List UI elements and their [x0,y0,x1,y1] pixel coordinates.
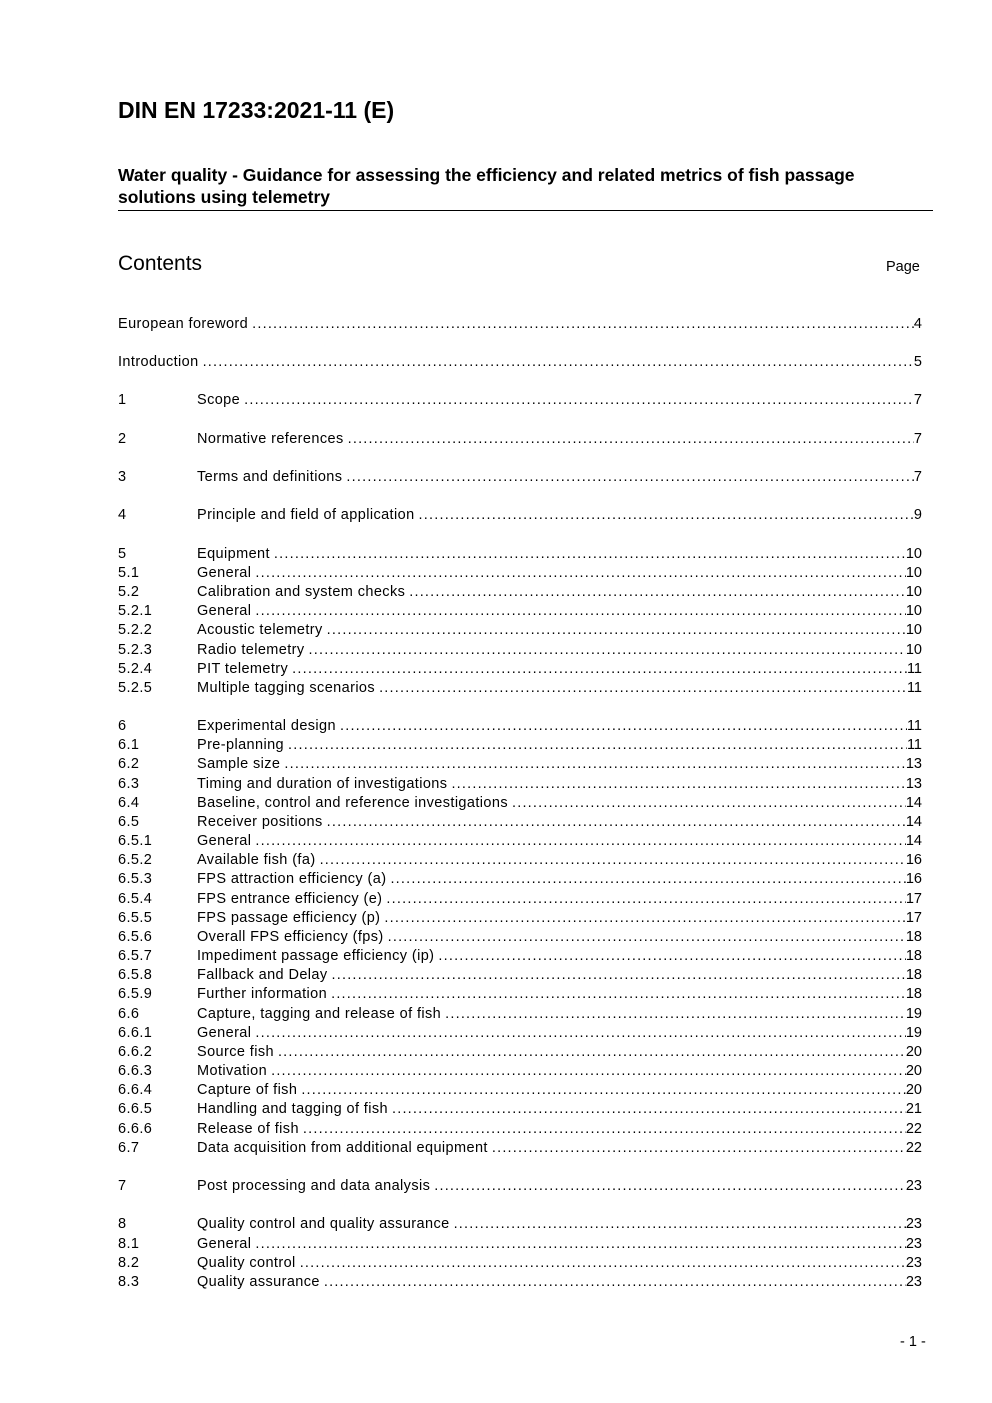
toc-entry-title: Equipment [197,546,270,562]
toc-entry-title: Receiver positions [197,814,323,830]
toc-dot-leader [284,755,905,774]
toc-entry[interactable] [118,468,922,487]
toc-entry-title: Quality assurance [197,1274,320,1290]
toc-entry-number: 6.5.6 [118,929,153,945]
toc-entry-number: 6.5.1 [118,833,153,849]
toc-entry-title: Introduction [118,354,199,370]
toc-dot-leader [271,1062,906,1081]
toc-entry-number: 6.2 [118,756,140,772]
toc-entry-number: 1 [118,392,127,408]
toc-dot-leader [324,1273,906,1292]
toc-entry[interactable] [118,928,922,947]
toc-entry-number: 3 [118,469,127,485]
toc-entry-page: 11 [906,718,922,734]
toc-entry-title: Multiple tagging scenarios [197,680,376,696]
toc-entry-page: 11 [906,661,922,677]
toc-entry[interactable] [118,794,922,813]
toc-entry-page: 23 [905,1274,922,1290]
toc-entry-number: 6.6.3 [118,1063,153,1079]
toc-entry[interactable] [118,641,922,660]
toc-entry-page: 14 [905,795,922,811]
toc-entry-page: 22 [905,1140,922,1156]
toc-dot-leader [379,679,907,698]
toc-entry-title: Motivation [197,1063,268,1079]
toc-dot-leader [348,430,914,449]
toc-entry-page: 19 [905,1025,922,1041]
toc-entry-title: Capture, tagging and release of fish [197,1006,442,1022]
toc-entry[interactable] [118,1005,922,1024]
toc-entry-title: Sample size [197,756,281,772]
toc-dot-leader [332,966,906,985]
toc-entry[interactable] [118,679,922,698]
toc-entry-title: Release of fish [197,1121,299,1137]
toc-dot-leader [255,832,905,851]
toc-entry[interactable] [118,583,922,602]
footer-page-number: - 1 - [900,1334,926,1350]
toc-dot-leader [327,621,906,640]
toc-entry-page: 19 [905,1006,922,1022]
toc-entry-title: Handling and tagging of fish [197,1101,388,1117]
toc-entry-page: 22 [905,1121,922,1137]
toc-entry-page: 10 [905,584,922,600]
toc-entry-number: 5 [118,546,127,562]
toc-dot-leader [438,947,905,966]
toc-dot-leader [340,717,907,736]
toc-dot-leader [278,1043,906,1062]
toc-entry-number: 5.2.4 [118,661,153,677]
toc-entry[interactable] [118,851,922,870]
toc-entry-number: 6.3 [118,776,140,792]
toc-entry-page: 20 [905,1044,922,1060]
toc-entry-page: 21 [905,1101,922,1117]
toc-entry-title: Acoustic telemetry [197,622,323,638]
toc-entry[interactable] [118,545,922,564]
toc-entry-number: 5.2.5 [118,680,153,696]
toc-entry-title: Impediment passage efficiency (ip) [197,948,435,964]
toc-dot-leader [244,391,914,410]
toc-entry-title: Fallback and Delay [197,967,328,983]
toc-entry-page: 7 [913,431,922,447]
toc-entry-number: 5.2 [118,584,140,600]
toc-entry-page: 23 [905,1216,922,1232]
toc-dot-leader [255,564,905,583]
toc-entry-page: 10 [905,603,922,619]
toc-dot-leader [255,1024,905,1043]
toc-dot-leader [327,813,906,832]
toc-entry-title: FPS entrance efficiency (e) [197,891,383,907]
toc-entry[interactable] [118,947,922,966]
toc-entry-page: 14 [905,833,922,849]
toc-entry-number: 2 [118,431,127,447]
toc-entry[interactable] [118,1235,922,1254]
toc-entry-page: 18 [905,948,922,964]
toc-dot-leader [454,1215,906,1234]
toc-entry-title: Source fish [197,1044,274,1060]
toc-dot-leader [309,641,906,660]
toc-dot-leader [386,890,905,909]
toc-entry-number: 5.2.2 [118,622,153,638]
toc-entry[interactable] [118,775,922,794]
toc-entry-number: 4 [118,507,127,523]
toc-entry-title: European foreword [118,316,249,332]
toc-entry-title: Available fish (fa) [197,852,316,868]
toc-entry-number: 7 [118,1178,127,1194]
toc-dot-leader [301,1081,906,1100]
toc-entry-title: Pre-planning [197,737,285,753]
toc-entry[interactable] [118,890,922,909]
toc-dot-leader [303,1120,906,1139]
toc-entry[interactable] [118,430,922,449]
toc-dot-leader [388,928,906,947]
toc-entry-title: Calibration and system checks [197,584,406,600]
toc-entry-title: Post processing and data analysis [197,1178,431,1194]
toc-entry[interactable] [118,660,922,679]
toc-entry[interactable] [118,1215,922,1234]
toc-dot-leader [300,1254,906,1273]
toc-entry[interactable] [118,1120,922,1139]
toc-entry-number: 6.6.2 [118,1044,153,1060]
toc-entry-title: General [197,833,252,849]
toc-entry[interactable] [118,717,922,736]
toc-entry-number: 6.5.5 [118,910,153,926]
toc-dot-leader [203,353,914,372]
toc-entry-number: 6.5 [118,814,140,830]
toc-dot-leader [512,794,906,813]
toc-entry-page: 11 [906,737,922,753]
toc-entry[interactable] [118,621,922,640]
toc-dot-leader [384,909,905,928]
toc-entry-title: General [197,1236,252,1252]
toc-dot-leader [492,1139,906,1158]
toc-entry[interactable] [118,564,922,583]
toc-entry-number: 8.2 [118,1255,140,1271]
toc-dot-leader [255,1235,905,1254]
toc-entry-number: 6.6.4 [118,1082,153,1098]
toc-entry-number: 6.5.8 [118,967,153,983]
toc-entry-title: Normative references [197,431,344,447]
table-of-contents [118,0,922,1403]
toc-entry-page: 7 [913,469,922,485]
toc-entry-page: 20 [905,1082,922,1098]
toc-entry-number: 6.5.3 [118,871,153,887]
toc-entry-number: 6.5.9 [118,986,153,1002]
toc-entry-number: 6.5.4 [118,891,153,907]
toc-dot-leader [451,775,905,794]
toc-entry-page: 23 [905,1178,922,1194]
toc-entry[interactable] [118,1081,922,1100]
toc-entry[interactable] [118,966,922,985]
toc-entry[interactable] [118,1024,922,1043]
toc-entry-number: 6.5.2 [118,852,153,868]
toc-entry-page: 17 [905,910,922,926]
toc-entry-number: 8.1 [118,1236,140,1252]
toc-entry-number: 6.5.7 [118,948,153,964]
toc-entry[interactable] [118,506,922,525]
toc-entry-page: 16 [905,871,922,887]
toc-entry-title: Quality control and quality assurance [197,1216,450,1232]
toc-entry-number: 6.6.1 [118,1025,153,1041]
toc-entry-page: 17 [905,891,922,907]
toc-entry-page: 16 [905,852,922,868]
toc-dot-leader [445,1005,906,1024]
toc-entry-number: 5.2.1 [118,603,153,619]
toc-entry[interactable] [118,755,922,774]
contents-heading: Contents [118,252,203,275]
toc-entry-number: 8 [118,1216,127,1232]
toc-entry-page: 18 [905,967,922,983]
toc-dot-leader [274,545,906,564]
toc-entry[interactable] [118,1062,922,1081]
toc-dot-leader [346,468,914,487]
toc-entry[interactable] [118,353,922,372]
toc-entry[interactable] [118,602,922,621]
toc-dot-leader [255,602,905,621]
toc-entry-title: Baseline, control and reference investigations [197,795,508,811]
toc-entry-number: 6.6 [118,1006,140,1022]
toc-entry-page: 10 [905,546,922,562]
toc-entry-title: General [197,565,252,581]
toc-entry-page: 23 [905,1236,922,1252]
toc-entry-page: 10 [905,622,922,638]
toc-entry[interactable] [118,985,922,1004]
toc-entry-number: 6.1 [118,737,140,753]
toc-entry-number: 8.3 [118,1274,140,1290]
toc-entry-page: 23 [905,1255,922,1271]
toc-dot-leader [419,506,914,525]
toc-entry-title: Capture of fish [197,1082,298,1098]
toc-dot-leader [288,736,907,755]
toc-entry[interactable] [118,1273,922,1292]
toc-entry[interactable] [118,1254,922,1273]
toc-entry-page: 11 [906,680,922,696]
toc-dot-leader [409,583,906,602]
page-column-heading: Page [886,259,920,275]
toc-entry-page: 7 [913,392,922,408]
toc-entry[interactable] [118,1139,922,1158]
toc-entry[interactable] [118,391,922,410]
toc-entry-number: 6.4 [118,795,140,811]
toc-entry[interactable] [118,315,922,334]
toc-entry-page: 20 [905,1063,922,1079]
toc-entry-title: FPS passage efficiency (p) [197,910,381,926]
toc-entry-page: 10 [905,642,922,658]
toc-dot-leader [434,1177,906,1196]
toc-entry-title: PIT telemetry [197,661,289,677]
toc-entry-number: 6 [118,718,127,734]
toc-entry-title: Experimental design [197,718,336,734]
toc-entry-title: Principle and field of application [197,507,415,523]
toc-entry-number: 5.2.3 [118,642,153,658]
toc-entry[interactable] [118,832,922,851]
toc-dot-leader [390,870,905,889]
toc-entry-page: 4 [913,316,922,332]
toc-entry-title: Quality control [197,1255,296,1271]
toc-entry[interactable] [118,870,922,889]
toc-entry-title: Overall FPS efficiency (fps) [197,929,384,945]
toc-dot-leader [331,985,906,1004]
toc-entry[interactable] [118,813,922,832]
toc-entry-number: 6.6.6 [118,1121,153,1137]
toc-entry-title: Terms and definitions [197,469,343,485]
document-title: Water quality - Guidance for assessing the efficiency and related metrics of fish passage solutions using telemetry [118,164,933,211]
toc-entry-page: 10 [905,565,922,581]
toc-entry-page: 13 [905,756,922,772]
toc-dot-leader [320,851,906,870]
toc-entry[interactable] [118,1177,922,1196]
toc-entry-title: General [197,1025,252,1041]
toc-entry[interactable] [118,909,922,928]
toc-dot-leader [292,660,907,679]
toc-entry-page: 5 [913,354,922,370]
toc-entry-number: 6.6.5 [118,1101,153,1117]
document-id: DIN EN 17233:2021-11 (E) [118,97,395,123]
toc-entry-page: 18 [905,986,922,1002]
toc-entry-title: Data acquisition from additional equipment [197,1140,488,1156]
toc-entry[interactable] [118,736,922,755]
toc-entry-page: 13 [905,776,922,792]
toc-dot-leader [392,1100,906,1119]
toc-entry-page: 9 [913,507,922,523]
toc-entry-number: 6.7 [118,1140,140,1156]
toc-entry-title: FPS attraction efficiency (a) [197,871,387,887]
toc-entry-title: General [197,603,252,619]
toc-entry-title: Further information [197,986,328,1002]
toc-entry-title: Scope [197,392,241,408]
toc-dot-leader [252,315,914,334]
toc-entry-title: Radio telemetry [197,642,305,658]
toc-entry-number: 5.1 [118,565,140,581]
toc-entry-page: 14 [905,814,922,830]
toc-entry-title: Timing and duration of investigations [197,776,448,792]
toc-entry[interactable] [118,1100,922,1119]
toc-entry[interactable] [118,1043,922,1062]
toc-entry-page: 18 [905,929,922,945]
